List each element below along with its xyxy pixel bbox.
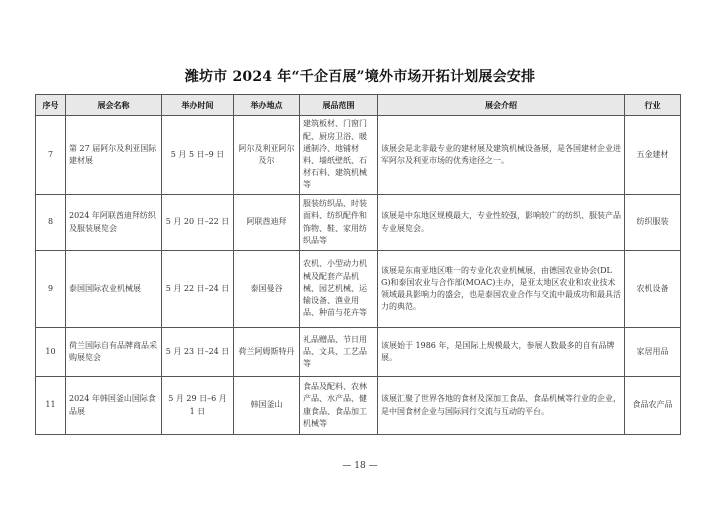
cell-intro: 该展是东南亚地区唯一的专业化农业机械展，由德国农业协会(DLG)和泰国农业与合作部(MOAC)主办，是亚太地区农业和农业技术领域最具影响力的盛会，也是泰国农业合作与交流中最成功和最具活力的典范。 bbox=[378, 251, 625, 328]
table-row bbox=[36, 377, 681, 435]
header-scope: 展品范围 bbox=[300, 95, 378, 116]
cell-time: 5 月 22 日–24 日 bbox=[162, 251, 234, 328]
cell-name: 荷兰国际自有品牌商品采购展览会 bbox=[66, 328, 162, 377]
cell-intro: 该展始于 1986 年，是国际上规模最大，参展人数最多的自有品牌展。 bbox=[378, 328, 625, 377]
cell-scope: 建筑板材、门窗门配、厨房卫浴、暖通制冷、地铺材料、墙纸壁纸、石材石料、建筑机械等 bbox=[300, 116, 378, 195]
table-row bbox=[36, 195, 681, 251]
cell-scope: 礼品赠品、节日用品、文具、工艺品等 bbox=[300, 328, 378, 377]
cell-name: 泰国国际农业机械展 bbox=[66, 251, 162, 328]
cell-time: 5 月 20 日–22 日 bbox=[162, 195, 234, 251]
cell-time: 5 月 5 日–9 日 bbox=[162, 116, 234, 195]
cell-industry: 食品农产品 bbox=[625, 377, 681, 435]
cell-name: 第 27 届阿尔及利亚国际建材展 bbox=[66, 116, 162, 195]
header-time: 举办时间 bbox=[162, 95, 234, 116]
cell-scope: 食品及配料、农林产品、水产品、健康食品、食品加工机械等 bbox=[300, 377, 378, 435]
cell-scope: 服装纺织品、时装面料、纺织配件和饰物、鞋、家用纺织品等 bbox=[300, 195, 378, 251]
page-title: 潍坊市 2024 年“千企百展”境外市场开拓计划展会安排 bbox=[184, 69, 536, 85]
cell-place: 荷兰阿姆斯特丹 bbox=[234, 328, 300, 377]
cell-scope: 农机、小型动力机械及配套产品机械、园艺机械、运输设备、渔业用品、种苗与花卉等 bbox=[300, 251, 378, 328]
header-industry: 行业 bbox=[625, 95, 681, 116]
cell-intro: 该展汇聚了世界各地的食材及深加工食品、食品机械等行业的企业，是中国食材企业与国际同行交流与互动的平台。 bbox=[378, 377, 625, 435]
header-intro: 展会介绍 bbox=[378, 95, 625, 116]
cell-industry: 纺织服装 bbox=[625, 195, 681, 251]
table-row bbox=[36, 116, 681, 195]
cell-name: 2024 年韩国釜山国际食品展 bbox=[66, 377, 162, 435]
cell-intro: 该展是中东地区规模最大，专业性较强，影响较广的纺织、服装产品专业展览会。 bbox=[378, 195, 625, 251]
cell-place: 阿尔及利亚阿尔及尔 bbox=[234, 116, 300, 195]
cell-place: 韩国釜山 bbox=[234, 377, 300, 435]
cell-no: 8 bbox=[36, 195, 66, 251]
table-row bbox=[36, 251, 681, 328]
header-no: 序号 bbox=[36, 95, 66, 116]
exhibition-schedule-table bbox=[35, 94, 681, 435]
table-row bbox=[36, 328, 681, 377]
cell-no: 10 bbox=[36, 328, 66, 377]
header-name: 展会名称 bbox=[66, 95, 162, 116]
cell-time: 5 月 29 日–6 月 1 日 bbox=[162, 377, 234, 435]
cell-place: 泰国曼谷 bbox=[234, 251, 300, 328]
cell-industry: 农机设备 bbox=[625, 251, 681, 328]
header-place: 举办地点 bbox=[234, 95, 300, 116]
page-number: — 18 — bbox=[342, 461, 378, 471]
cell-name: 2024 年阿联酋迪拜纺织及服装展览会 bbox=[66, 195, 162, 251]
cell-time: 5 月 23 日–24 日 bbox=[162, 328, 234, 377]
cell-no: 9 bbox=[36, 251, 66, 328]
cell-no: 7 bbox=[36, 116, 66, 195]
cell-intro: 该展会是北非最专业的建材展及建筑机械设备展，是各国建材企业进军阿尔及利亚市场的优秀途径之一。 bbox=[378, 116, 625, 195]
cell-no: 11 bbox=[36, 377, 66, 435]
cell-industry: 家居用品 bbox=[625, 328, 681, 377]
cell-place: 阿联酋迪拜 bbox=[234, 195, 300, 251]
table-header-row bbox=[36, 95, 681, 116]
cell-industry: 五金建材 bbox=[625, 116, 681, 195]
